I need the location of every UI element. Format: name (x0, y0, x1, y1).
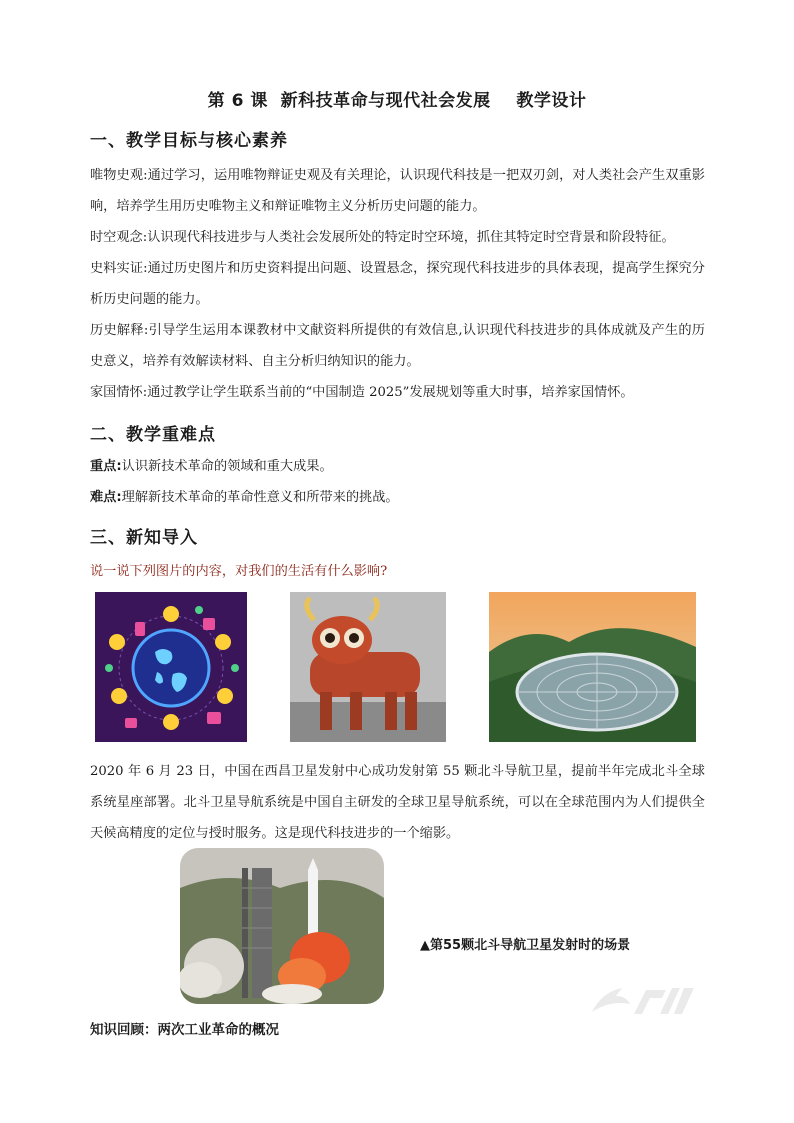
intro-prompt: 说一说下列图片的内容，对我们的生活有什么影响? (90, 564, 388, 579)
goal-interpretation: 历史解释:引导学生运用本课教材中文献资料所提供的有效信息,认识现代科技进步的具体成就及产生的历史意义，培养有效解读材料、自主分析归纳知识的能力。 (90, 323, 705, 369)
rocket-launch-image (180, 848, 384, 1004)
beidou-paragraph: 2020 年 6 月 23 日，中国在西昌卫星发射中心成功发射第 55 颗北斗导航卫星，提前半年完成北斗全球系统星座部署。北斗卫星导航系统是中国自主研发的全球卫星导航系统，可以在全球范围内为人们提供全天候高精度的定位与授时服务。这是现代科技进步的一个缩影。 (90, 764, 705, 841)
launch-caption: ▲第55颗北斗导航卫星发射时的场景 (420, 938, 631, 953)
key-point-line (90, 451, 705, 482)
section-heading-goals: 一、教学目标与核心素养 (90, 131, 288, 151)
page-title: 第 6 课 新科技革命与现代社会发展 教学设计 (207, 91, 587, 111)
key-point-label: 重点: (90, 459, 122, 474)
robot-ox-image (290, 592, 446, 742)
section-heading-key-points: 二、教学重难点 (90, 425, 216, 445)
network-globe-image (95, 592, 247, 742)
section-heading-intro: 三、新知导入 (90, 528, 198, 548)
watermark-logo-icon (588, 978, 708, 1018)
goal-evidence: 史料实证:通过历史图片和历史资料提出问题、设置悬念，探究现代科技进步的具体表现，提高学生探究分析历史问题的能力。 (90, 261, 705, 307)
difficult-point-text: 理解新技术革命的革命性意义和所带来的挑战。 (121, 490, 399, 505)
fast-telescope-image (489, 592, 696, 742)
goal-materialism: 唯物史观:通过学习，运用唯物辩证史观及有关理论，认识现代科技是一把双刃剑，对人类社会产生双重影响，培养学生用历史唯物主义和辩证唯物主义分析历史问题的能力。 (90, 168, 705, 214)
difficult-point-label: 难点: (90, 490, 122, 505)
goal-spacetime: 时空观念:认识现代科技进步与人类社会发展所处的特定时空环境，抓住其特定时空背景和阶段特征。 (90, 230, 675, 245)
key-point-text: 认识新技术革命的领域和重大成果。 (121, 459, 333, 474)
goal-patriotism: 家国情怀:通过教学让学生联系当前的“中国制造 2025”发展规划等重大时事，培养家国情怀。 (90, 385, 634, 400)
knowledge-recall-heading: 知识回顾：两次工业革命的概况 (90, 1022, 279, 1038)
difficult-point-line (90, 482, 705, 513)
